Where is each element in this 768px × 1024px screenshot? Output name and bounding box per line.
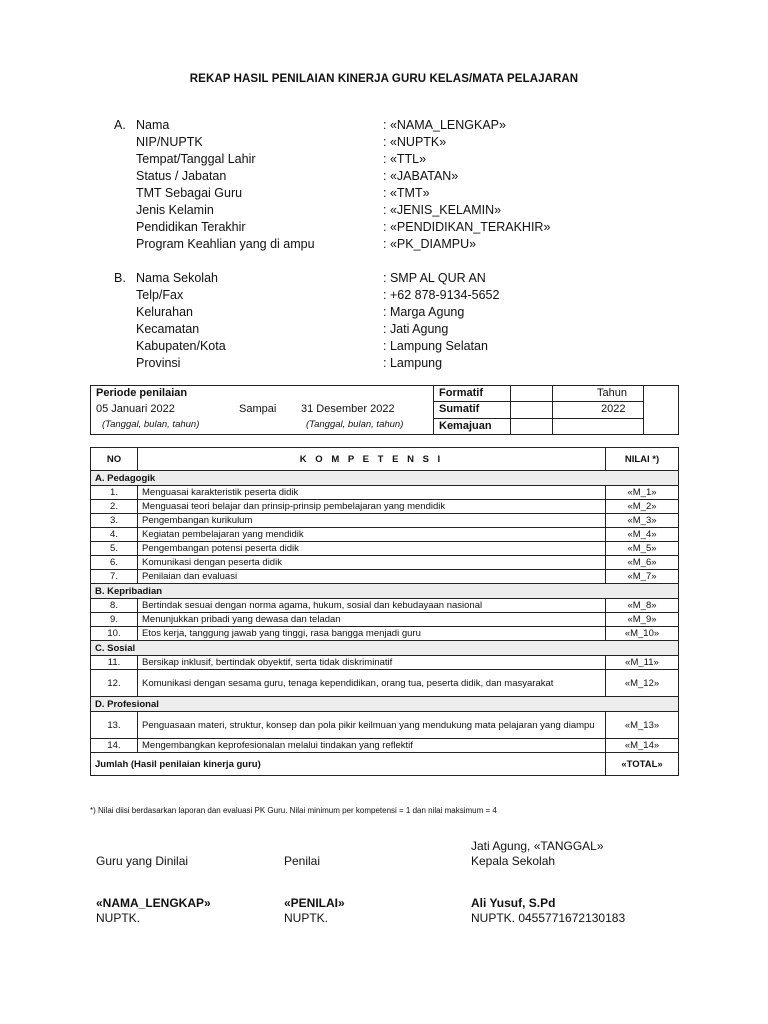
sumatif-label: Sumatif	[439, 403, 480, 415]
guru-label: Guru yang Dinilai	[96, 854, 189, 868]
field-label: Kecamatan	[136, 322, 200, 336]
field-value: : +62 878-9134-5652	[383, 288, 500, 302]
guru-name: «NAMA_LENGKAP»	[96, 896, 211, 910]
item-text: Etos kerja, tanggung jawab yang tinggi, rasa bangga menjadi guru	[138, 627, 606, 641]
period-hint-right: (Tanggal, bulan, tahun)	[306, 419, 404, 430]
table-row	[91, 514, 679, 528]
item-no: 10.	[91, 627, 138, 641]
item-no: 8.	[91, 599, 138, 613]
place-date: Jati Agung, «TANGGAL»	[471, 839, 604, 853]
section-profesional: D. Profesional	[91, 697, 679, 712]
period-box	[90, 385, 679, 435]
kepala-label: Kepala Sekolah	[471, 854, 556, 868]
kemajuan-label: Kemajuan	[439, 420, 492, 432]
field-value: : Jati Agung	[383, 322, 449, 336]
table-row	[91, 670, 679, 697]
item-nilai: «M_1»	[606, 486, 679, 500]
section-b-letter: B.	[114, 271, 126, 285]
field-value: : Lampung Selatan	[383, 339, 488, 353]
penilai-label: Penilai	[284, 854, 321, 868]
item-nilai: «M_4»	[606, 528, 679, 542]
item-no: 14.	[91, 739, 138, 753]
header-no: NO	[91, 448, 138, 471]
field-value: : «PK_DIAMPU»	[383, 237, 477, 251]
field-label: Telp/Fax	[136, 288, 184, 302]
item-nilai: «M_13»	[606, 712, 679, 739]
item-text: Menunjukkan pribadi yang dewasa dan teladan	[138, 613, 606, 627]
field-value: : «TMT»	[383, 186, 430, 200]
table-row	[91, 656, 679, 670]
divider	[510, 386, 511, 435]
item-nilai: «M_10»	[606, 627, 679, 641]
table-header-row	[91, 448, 679, 471]
identity-section-a	[114, 117, 564, 253]
field-value: : «NUPTK»	[383, 135, 447, 149]
formatif-label: Formatif	[439, 387, 483, 399]
field-value: : «JENIS_KELAMIN»	[383, 203, 502, 217]
section-row	[91, 471, 679, 486]
total-row	[91, 753, 679, 776]
field-value: : SMP AL QUR AN	[383, 271, 486, 285]
guru-nuptk: NUPTK.	[96, 911, 141, 925]
item-nilai: «M_7»	[606, 570, 679, 584]
item-text: Pengembangan kurikulum	[138, 514, 606, 528]
field-label: Pendidikan Terakhir	[136, 220, 246, 234]
item-nilai: «M_12»	[606, 670, 679, 697]
period-hint-left: (Tanggal, bulan, tahun)	[102, 419, 200, 430]
period-end: 31 Desember 2022	[301, 403, 395, 415]
item-no: 4.	[91, 528, 138, 542]
item-no: 6.	[91, 556, 138, 570]
item-nilai: «M_9»	[606, 613, 679, 627]
item-text: Mengembangkan keprofesionalan melalui tindakan yang reflektif	[138, 739, 606, 753]
item-nilai: «M_2»	[606, 500, 679, 514]
total-value: «TOTAL»	[606, 753, 679, 776]
total-label: Jumlah (Hasil penilaian kinerja guru)	[91, 753, 606, 776]
item-text: Pengembangan potensi peserta didik	[138, 542, 606, 556]
field-value: : Lampung	[383, 356, 443, 370]
item-nilai: «M_3»	[606, 514, 679, 528]
penilai-nuptk: NUPTK.	[284, 911, 329, 925]
document-title: REKAP HASIL PENILAIAN KINERJA GURU KELAS/MATA PELAJARAN	[189, 73, 579, 85]
field-label: Jenis Kelamin	[136, 203, 214, 217]
field-label: Status / Jabatan	[136, 169, 227, 183]
field-value: : «PENDIDIKAN_TERAKHIR»	[383, 220, 551, 234]
item-text: Penguasaan materi, struktur, konsep dan pola pikir keilmuan yang mendukung mata pelajaran yang diampu	[138, 712, 606, 739]
item-text: Menguasai karakteristik peserta didik	[138, 486, 606, 500]
header-kompetensi: K O M P E T E N S I	[138, 448, 606, 471]
field-label: Provinsi	[136, 356, 181, 370]
field-value: : «NAMA_LENGKAP»	[383, 118, 506, 132]
table-row	[91, 627, 679, 641]
kepala-nuptk: NUPTK. 0455771672130183	[471, 911, 626, 925]
header-nilai: NILAI *)	[606, 448, 679, 471]
item-nilai: «M_8»	[606, 599, 679, 613]
period-mid: Sampai	[239, 403, 277, 415]
item-text: Penilaian dan evaluasi	[138, 570, 606, 584]
footnote: *) Nilai diisi berdasarkan laporan dan evaluasi PK Guru. Nilai minimum per kompetensi = 1 dan nilai maksimum = 4	[90, 806, 497, 815]
item-nilai: «M_5»	[606, 542, 679, 556]
table-row	[91, 599, 679, 613]
item-no: 13.	[91, 712, 138, 739]
item-no: 12.	[91, 670, 138, 697]
tahun-label: Tahun	[597, 387, 627, 399]
field-label: Nama Sekolah	[136, 271, 218, 285]
divider	[433, 386, 434, 435]
item-no: 7.	[91, 570, 138, 584]
item-nilai: «M_6»	[606, 556, 679, 570]
table-row	[91, 528, 679, 542]
divider	[433, 401, 643, 402]
field-label: NIP/NUPTK	[136, 135, 203, 149]
item-text: Menguasai teori belajar dan prinsip-prinsip pembelajaran yang mendidik	[138, 500, 606, 514]
competency-table	[90, 447, 679, 776]
item-text: Bersikap inklusif, bertindak obyektif, serta tidak diskriminatif	[138, 656, 606, 670]
divider	[433, 418, 643, 419]
item-no: 1.	[91, 486, 138, 500]
section-a-letter: A.	[114, 118, 126, 132]
field-value: : Marga Agung	[383, 305, 465, 319]
period-start: 05 Januari 2022	[96, 403, 175, 415]
item-text: Bertindak sesuai dengan norma agama, hukum, sosial dan kebudayaan nasional	[138, 599, 606, 613]
item-nilai: «M_14»	[606, 739, 679, 753]
field-label: Kabupaten/Kota	[136, 339, 226, 353]
table-row	[91, 613, 679, 627]
table-row	[91, 739, 679, 753]
section-sosial: C. Sosial	[91, 641, 679, 656]
divider	[552, 386, 553, 435]
item-no: 11.	[91, 656, 138, 670]
section-row	[91, 697, 679, 712]
item-no: 3.	[91, 514, 138, 528]
section-pedagogik: A. Pedagogik	[91, 471, 679, 486]
item-nilai: «M_11»	[606, 656, 679, 670]
field-label: Kelurahan	[136, 305, 193, 319]
field-value: : «JABATAN»	[383, 169, 459, 183]
section-kepribadian: B. Kepribadian	[91, 584, 679, 599]
item-no: 5.	[91, 542, 138, 556]
kepala-name: Ali Yusuf, S.Pd	[471, 896, 556, 910]
section-row	[91, 584, 679, 599]
table-row	[91, 570, 679, 584]
item-text: Kegiatan pembelajaran yang mendidik	[138, 528, 606, 542]
divider	[643, 386, 644, 435]
tahun-value: 2022	[601, 403, 626, 415]
field-label: Tempat/Tanggal Lahir	[136, 152, 256, 166]
table-row	[91, 556, 679, 570]
item-no: 9.	[91, 613, 138, 627]
field-label: Program Keahlian yang di ampu	[136, 237, 315, 251]
item-no: 2.	[91, 500, 138, 514]
table-row	[91, 486, 679, 500]
field-label: Nama	[136, 118, 170, 132]
item-text: Komunikasi dengan peserta didik	[138, 556, 606, 570]
school-section-b	[114, 270, 564, 372]
table-row	[91, 712, 679, 739]
penilai-name: «PENILAI»	[284, 896, 345, 910]
field-label: TMT Sebagai Guru	[136, 186, 243, 200]
table-row	[91, 500, 679, 514]
item-text: Komunikasi dengan sesama guru, tenaga kependidikan, orang tua, peserta didik, dan masyarakat	[138, 670, 606, 697]
table-row	[91, 542, 679, 556]
period-heading: Periode penilaian	[96, 387, 188, 399]
section-row	[91, 641, 679, 656]
field-value: : «TTL»	[383, 152, 427, 166]
